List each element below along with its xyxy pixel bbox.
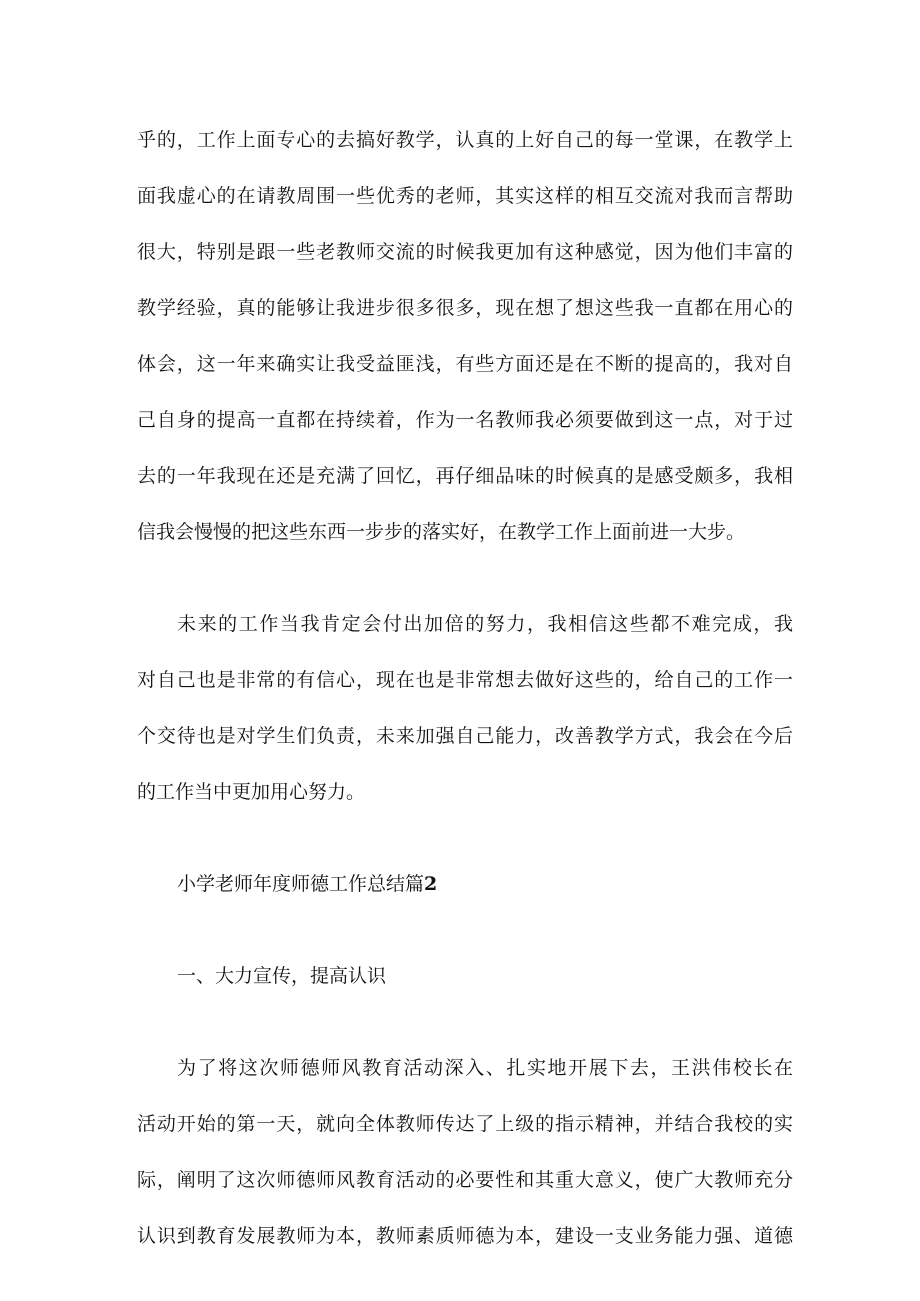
paragraph-2 [137, 596, 793, 820]
paragraph-3 [137, 1040, 793, 1264]
paragraph-line: 认识到教育发展教师为本，教师素质师德为本，建设一支业务能力强、道德 [137, 1225, 793, 1247]
paragraph-line: 活动开始的第一天，就向全体教师传达了上级的指示精神，并结合我校的实 [137, 1113, 793, 1135]
paragraph-line: 的工作当中更加用心努力。 [137, 781, 366, 803]
paragraph-line: 面我虚心的在请教周围一些优秀的老师，其实这样的相互交流对我而言帮助 [137, 185, 793, 207]
paragraph-line: 未来的工作当我肯定会付出加倍的努力，我相信这些都不难完成，我 [177, 613, 793, 635]
paragraph-line: 己自身的提高一直都在持续着，作为一名教师我必须要做到这一点，对于过 [137, 409, 793, 431]
section-title [137, 856, 793, 912]
paragraph-line: 个交待也是对学生们负责，未来加强自己能力，改善教学方式，我会在今后 [137, 725, 793, 747]
paragraph-line: 很大，特别是跟一些老教师交流的时候我更加有这种感觉，因为他们丰富的 [137, 241, 793, 263]
paragraph-line: 体会，这一年来确实让我受益匪浅，有些方面还是在不断的提高的，我对自 [137, 353, 793, 375]
paragraph-line: 去的一年我现在还是充满了回忆，再仔细品味的时候真的是感受颇多，我相 [137, 465, 793, 487]
paragraph-line: 教学经验，真的能够让我进步很多很多，现在想了想这些我一直都在用心的 [137, 297, 793, 319]
paragraph-line: 对自己也是非常的有信心，现在也是非常想去做好这些的，给自己的工作一 [137, 669, 793, 691]
paragraph-1 [137, 112, 793, 560]
paragraph-line: 信我会慢慢的把这些东西一步步的落实好，在教学工作上面前进一大步。 [137, 521, 746, 543]
paragraph-line: 为了将这次师德师风教育活动深入、扎实地开展下去，王洪伟校长在 [177, 1057, 793, 1079]
document-body [137, 112, 793, 1264]
section-title-text: 小学老师年度师德工作总结篇 [177, 873, 425, 895]
paragraph-line: 乎的，工作上面专心的去搞好教学，认真的上好自己的每一堂课，在教学上 [137, 129, 793, 151]
paragraph-line: 际，阐明了这次师德师风教育活动的必要性和其重大意义，使广大教师充分 [137, 1169, 793, 1191]
section-title-number: 2 [424, 873, 438, 895]
section-heading-1: 一、大力宣传，提高认识 [177, 965, 387, 987]
